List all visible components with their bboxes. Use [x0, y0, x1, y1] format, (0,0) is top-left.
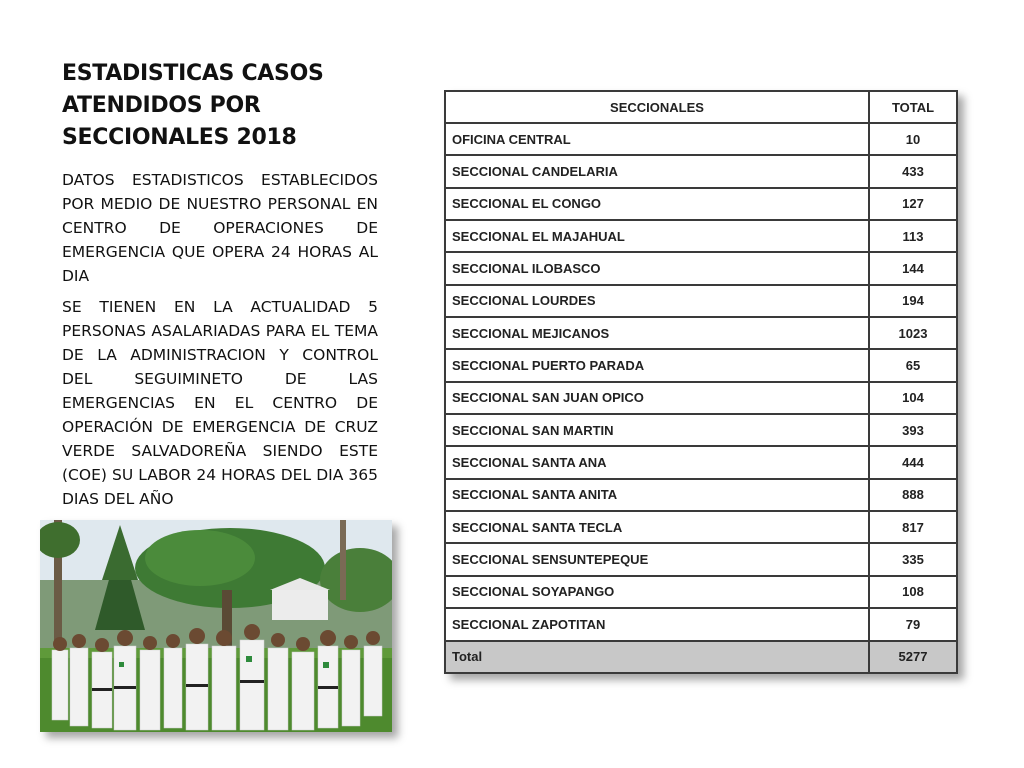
- row-total: 104: [869, 382, 957, 414]
- row-total: 888: [869, 479, 957, 511]
- row-total: 113: [869, 220, 957, 252]
- paragraph-personal: SE TIENEN EN LA ACTUALIDAD 5 PERSONAS ASALARIADAS PARA EL TEMA DE LA ADMINISTRACION Y CONTROL DEL SEGUIMINETO DE LAS EMERGENCIAS EN EL CENTRO DE OPERACIÓN DE EMERGENCIA DE CRUZ VERDE SALVADOREÑA SIENDO ESTE (COE) SU LABOR 24 HORAS DEL DIA 365 DIAS DEL AÑO: [62, 298, 378, 508]
- table-row: [445, 188, 957, 220]
- paragraph-datos: DATOS ESTADISTICOS ESTABLECIDOS POR MEDIO DE NUESTRO PERSONAL EN CENTRO DE OPERACIONES DE EMERGENCIA QUE OPERA 24 HORAS AL DIA: [62, 171, 378, 285]
- table-row: [445, 576, 957, 608]
- table-row: [445, 349, 957, 381]
- row-name: SECCIONAL SAN MARTIN: [445, 414, 869, 446]
- table-row: [445, 511, 957, 543]
- row-name: SECCIONAL SANTA ANA: [445, 446, 869, 478]
- row-name: SECCIONAL SANTA ANITA: [445, 479, 869, 511]
- row-total: 127: [869, 188, 957, 220]
- row-total: 10: [869, 123, 957, 155]
- row-name: SECCIONAL SANTA TECLA: [445, 511, 869, 543]
- row-total: 65: [869, 349, 957, 381]
- table-row: [445, 252, 957, 284]
- row-name: SECCIONAL ILOBASCO: [445, 252, 869, 284]
- table-row: [445, 155, 957, 187]
- table-row: [445, 446, 957, 478]
- stats-table-container: [444, 90, 958, 674]
- table-total-row: [445, 641, 957, 674]
- row-name: SECCIONAL LOURDES: [445, 285, 869, 317]
- row-name: SECCIONAL SENSUNTEPEQUE: [445, 543, 869, 575]
- table-row: [445, 608, 957, 640]
- row-total: 108: [869, 576, 957, 608]
- row-name: SECCIONAL EL MAJAHUAL: [445, 220, 869, 252]
- header-seccionales: SECCIONALES: [445, 91, 869, 123]
- header-total: TOTAL: [869, 91, 957, 123]
- table-row: [445, 285, 957, 317]
- total-label: Total: [445, 641, 869, 674]
- row-name: SECCIONAL PUERTO PARADA: [445, 349, 869, 381]
- stats-table: [444, 90, 958, 674]
- row-name: SECCIONAL CANDELARIA: [445, 155, 869, 187]
- row-total: 444: [869, 446, 957, 478]
- row-name: OFICINA CENTRAL: [445, 123, 869, 155]
- row-name: SECCIONAL ZAPOTITAN: [445, 608, 869, 640]
- row-total: 335: [869, 543, 957, 575]
- slide-title: ESTADISTICAS CASOS ATENDIDOS POR SECCIONALES 2018: [62, 61, 324, 150]
- row-total: 79: [869, 608, 957, 640]
- table-row: [445, 317, 957, 349]
- row-total: 393: [869, 414, 957, 446]
- volunteers-photo: [40, 520, 392, 732]
- row-name: SECCIONAL MEJICANOS: [445, 317, 869, 349]
- slide-body: [62, 168, 378, 518]
- row-name: SECCIONAL SOYAPANGO: [445, 576, 869, 608]
- table-row: [445, 414, 957, 446]
- row-total: 144: [869, 252, 957, 284]
- row-total: 817: [869, 511, 957, 543]
- table-row: [445, 220, 957, 252]
- row-name: SECCIONAL EL CONGO: [445, 188, 869, 220]
- table-row: [445, 382, 957, 414]
- table-row: [445, 543, 957, 575]
- table-header-row: [445, 91, 957, 123]
- table-row: [445, 479, 957, 511]
- total-value: 5277: [869, 641, 957, 674]
- row-total: 433: [869, 155, 957, 187]
- row-total: 1023: [869, 317, 957, 349]
- row-total: 194: [869, 285, 957, 317]
- table-row: [445, 123, 957, 155]
- row-name: SECCIONAL SAN JUAN OPICO: [445, 382, 869, 414]
